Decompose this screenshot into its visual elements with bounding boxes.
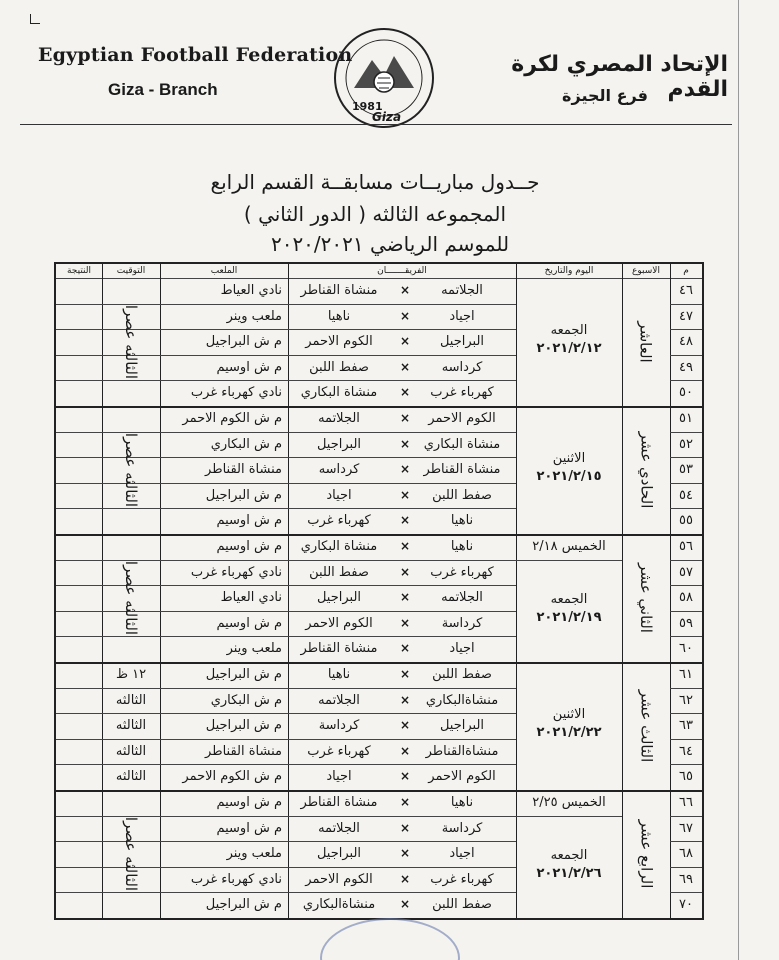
logo-year: 1981: [352, 100, 383, 113]
venue: م ش اوسيم: [216, 513, 282, 529]
week-label-text: الثالث عشر: [637, 689, 656, 763]
row-divider: [56, 611, 102, 612]
away-team: صفط اللبن: [309, 564, 369, 580]
group-title: المجموعه الثالثه ( الدور الثاني ): [243, 202, 507, 226]
versus-sign: ×: [399, 513, 411, 528]
home-team: منشاة البكاري: [423, 436, 501, 452]
group-kickoff-time: [102, 406, 160, 534]
versus-sign: ×: [399, 436, 411, 451]
venue: م ش اوسيم: [216, 820, 282, 836]
home-team: كهرباء غرب: [430, 385, 494, 401]
home-team: الجلاتمه: [441, 283, 483, 298]
group-kickoff-time: [102, 278, 160, 406]
home-team: اجياد: [449, 641, 475, 657]
kickoff-time: الثالثه: [115, 692, 147, 708]
match-number: ٦٦: [679, 795, 693, 810]
versus-sign: ×: [399, 283, 411, 297]
match-number: ٥١: [679, 411, 693, 426]
versus-sign: ×: [399, 743, 411, 758]
venue: م ش اوسيم: [216, 615, 282, 631]
row-divider: [56, 739, 102, 740]
venue: م ش اوسيم: [216, 359, 282, 375]
match-date: ٢٠٢١/٢/٢٢: [536, 725, 602, 740]
away-team: منشاة البكاري: [300, 539, 378, 554]
row-divider: [56, 560, 102, 561]
away-team: منشاةالبكاري: [302, 897, 376, 913]
row-divider: [56, 841, 102, 842]
row-divider: [56, 764, 102, 765]
week-label-text: الحادي عشر: [637, 431, 656, 509]
match-number: ٦٢: [679, 692, 693, 708]
venue: ملعب وينر: [226, 308, 282, 324]
versus-sign: ×: [399, 820, 411, 835]
match-number: ٦٣: [679, 718, 693, 734]
venue: نادي كهرباء غرب: [190, 564, 282, 580]
versus-sign: ×: [399, 462, 411, 477]
season-title: للموسم الرياضي ٢٠٢٠/٢٠٢١: [270, 232, 510, 256]
away-team: كهرباء غرب: [307, 513, 371, 529]
versus-sign: ×: [399, 334, 411, 349]
match-number: ٦١: [679, 667, 693, 682]
match-number: ٥٧: [679, 564, 693, 580]
away-team: كهرباء غرب: [307, 743, 371, 759]
home-team: الكوم الاحمر: [428, 769, 496, 785]
versus-sign: ×: [399, 897, 411, 912]
match-day: الجمعه: [550, 323, 588, 338]
row-divider: [56, 892, 102, 893]
official-stamp: [320, 918, 460, 960]
home-team: ناهيا: [450, 795, 474, 810]
logo-name: Giza: [372, 110, 402, 124]
row-divider: [56, 380, 102, 381]
away-team: منشاة البكاري: [300, 385, 378, 401]
away-team: البراجيل: [316, 590, 362, 606]
week-label: [622, 278, 670, 406]
group-kickoff-time-text: الثالثه عصرا: [122, 432, 140, 508]
versus-sign: ×: [399, 871, 411, 886]
venue: م ش الكوم الاحمر: [182, 411, 282, 426]
federation-name-en: Egyptian Football Federation: [38, 44, 353, 66]
versus-sign: ×: [399, 615, 411, 630]
week-label: [622, 662, 670, 790]
away-team: اجياد: [326, 487, 352, 503]
group-kickoff-time: [102, 790, 160, 918]
match-date: ٢٠٢١/٢/٢٦: [536, 865, 602, 881]
match-number: ٥٠: [679, 385, 693, 401]
versus-sign: ×: [399, 487, 411, 502]
versus-sign: ×: [399, 539, 411, 553]
adjacent-page-edge: [738, 0, 739, 960]
away-team: الجلاتمه: [318, 411, 360, 426]
venue: نادي كهرباء غرب: [190, 385, 282, 401]
match-number: ٤٧: [679, 308, 693, 324]
venue: م ش البراجيل: [205, 487, 282, 503]
match-date: ٢٠٢١/٢/١٩: [536, 609, 602, 625]
row-divider: [56, 636, 102, 637]
versus-sign: ×: [399, 769, 411, 784]
header-rule: [20, 124, 732, 125]
venue: م ش البكاري: [210, 692, 282, 708]
date-divider: [516, 816, 622, 817]
header-date: اليوم والتاريخ: [544, 266, 594, 276]
away-team: كرداسة: [318, 718, 360, 734]
match-number: ٥٢: [679, 436, 693, 452]
away-team: منشاة القناطر: [300, 641, 378, 657]
match-number: ٥٤: [679, 487, 693, 503]
venue: م ش البراجيل: [205, 718, 282, 734]
home-team: كهرباء غرب: [430, 564, 494, 580]
versus-sign: ×: [399, 590, 411, 605]
away-team: البراجيل: [316, 436, 362, 452]
match-number: ٤٩: [679, 359, 693, 375]
away-team: كرداسه: [318, 462, 360, 478]
kickoff-time: الثالثه: [115, 718, 147, 734]
home-team: كهرباء غرب: [430, 871, 494, 887]
fixtures-table: [54, 262, 704, 920]
match-number: ٦٥: [679, 769, 693, 785]
match-number: ٦٩: [679, 871, 693, 887]
match-number: ٧٠: [679, 897, 693, 913]
match-number: ٦٨: [679, 846, 693, 862]
away-team: الكوم الاحمر: [305, 334, 373, 350]
venue: م ش البراجيل: [205, 897, 282, 913]
away-team: منشاة القناطر: [300, 795, 378, 810]
versus-sign: ×: [399, 718, 411, 733]
versus-sign: ×: [399, 667, 411, 681]
away-team: اجياد: [326, 769, 352, 785]
group-kickoff-time-text: الثالثه عصرا: [122, 304, 140, 380]
home-team: كرداسه: [441, 359, 483, 375]
row-divider: [56, 329, 102, 330]
away-team: الكوم الاحمر: [305, 615, 373, 631]
venue: نادي العياط: [220, 283, 282, 298]
header-week: الاسبوع: [632, 266, 660, 276]
header-venue: الملعب: [210, 266, 238, 276]
row-divider: [56, 816, 102, 817]
match-number: ٥٣: [679, 462, 693, 478]
header-result: النتيجة: [66, 266, 92, 276]
venue: م ش اوسيم: [216, 539, 282, 554]
match-number: ٥٨: [679, 590, 693, 606]
branch-name-ar: فرع الجيزة: [562, 86, 648, 105]
week-label: [622, 406, 670, 534]
match-number: ٦٠: [679, 641, 693, 657]
versus-sign: ×: [399, 308, 411, 323]
match-number: ٦٤: [679, 743, 693, 759]
row-divider: [56, 304, 102, 305]
home-team: صفط اللبن: [432, 667, 492, 682]
home-team: ناهيا: [450, 539, 474, 554]
match-day: الاثنين: [552, 707, 586, 722]
home-team: البراجيل: [439, 334, 485, 350]
row-divider: [56, 457, 102, 458]
branch-name-en: Giza - Branch: [108, 80, 218, 99]
row-divider: [56, 688, 102, 689]
match-number: ٤٦: [679, 283, 693, 298]
group-divider: [56, 662, 702, 664]
group-kickoff-time-text: الثالثه عصرا: [122, 560, 140, 636]
kickoff-time: الثالثه: [115, 769, 147, 785]
venue: م ش الكوم الاحمر: [182, 769, 282, 785]
away-team: منشاة القناطر: [300, 283, 378, 298]
match-number: ٤٨: [679, 334, 693, 350]
date-divider: [516, 560, 622, 561]
row-divider: [56, 432, 102, 433]
header-time: التوقيت: [116, 266, 146, 276]
versus-sign: ×: [399, 564, 411, 579]
match-number: ٥٦: [679, 539, 693, 554]
versus-sign: ×: [399, 846, 411, 861]
home-team: منشاة القناطر: [423, 462, 501, 478]
match-date: ٢٠٢١/٢/١٢: [536, 341, 602, 356]
match-day: الجمعه: [550, 591, 588, 607]
venue: م ش البكاري: [210, 436, 282, 452]
kickoff-time: ١٢ ظ: [115, 667, 147, 682]
week-label: [622, 790, 670, 918]
week-label: [622, 534, 670, 662]
venue: ملعب وينر: [226, 846, 282, 862]
versus-sign: ×: [399, 795, 411, 809]
venue: م ش اوسيم: [216, 795, 282, 810]
federation-name-ar: الإتحاد المصري لكرة القدم: [511, 52, 728, 102]
away-team: البراجيل: [316, 846, 362, 862]
schedule-title: جــدول مباريــات مسابقــة القسم الرابع: [210, 170, 540, 194]
home-team: منشاةالقناطر: [425, 743, 499, 759]
match-date: ٢٠٢١/٢/١٥: [536, 469, 602, 484]
home-team: الكوم الاحمر: [428, 411, 496, 426]
venue: ملعب وينر: [226, 641, 282, 657]
date-first-day: الخميس ٢/٢٥: [532, 795, 606, 810]
row-divider: [56, 713, 102, 714]
kickoff-time: الثالثه: [115, 743, 147, 759]
away-team: ناهيا: [327, 667, 351, 682]
versus-sign: ×: [399, 411, 411, 425]
venue: م ش البراجيل: [205, 667, 282, 682]
venue: م ش البراجيل: [205, 334, 282, 350]
home-team: منشاةالبكاري: [425, 692, 499, 708]
home-team: كرداسة: [441, 615, 483, 631]
row-divider: [56, 867, 102, 868]
home-team: اجياد: [449, 308, 475, 324]
header-num: م: [683, 266, 689, 276]
match-number: ٦٧: [679, 820, 693, 836]
versus-sign: ×: [399, 385, 411, 400]
home-team: اجياد: [449, 846, 475, 862]
match-number: ٥٩: [679, 615, 693, 631]
away-team: الجلاتمه: [318, 820, 360, 836]
venue: منشاة القناطر: [205, 743, 282, 759]
home-team: صفط اللبن: [432, 897, 492, 913]
week-label-text: الرابع عشر: [637, 819, 655, 889]
home-team: الجلاتمه: [441, 590, 483, 606]
venue: نادي كهرباء غرب: [190, 871, 282, 887]
home-team: ناهيا: [450, 513, 474, 529]
home-team: صفط اللبن: [432, 487, 492, 503]
venue: نادي العياط: [220, 590, 282, 606]
row-divider: [56, 585, 102, 586]
home-team: كرداسة: [441, 820, 483, 836]
group-kickoff-time: [102, 534, 160, 662]
row-divider: [56, 508, 102, 509]
group-kickoff-time-text: الثالثه عصرا: [122, 816, 140, 892]
row-divider: [56, 355, 102, 356]
row-divider: [56, 483, 102, 484]
versus-sign: ×: [399, 359, 411, 374]
away-team: الجلاتمه: [318, 692, 360, 708]
corner-mark: [30, 14, 40, 24]
header-teams: الفريقـــــــان: [377, 266, 427, 276]
home-team: البراجيل: [439, 718, 485, 734]
match-number: ٥٥: [679, 513, 693, 529]
away-team: ناهيا: [327, 308, 351, 324]
away-team: الكوم الاحمر: [305, 871, 373, 887]
venue: منشاة القناطر: [205, 462, 282, 478]
versus-sign: ×: [399, 641, 411, 656]
versus-sign: ×: [399, 692, 411, 707]
away-team: صفط اللبن: [309, 359, 369, 375]
date-first-day: الخميس ٢/١٨: [532, 539, 606, 554]
week-label-text: الثاني عشر: [637, 563, 656, 633]
match-day: الجمعه: [550, 847, 588, 863]
week-label-text: العاشر: [636, 321, 655, 363]
match-day: الاثنين: [552, 451, 586, 466]
